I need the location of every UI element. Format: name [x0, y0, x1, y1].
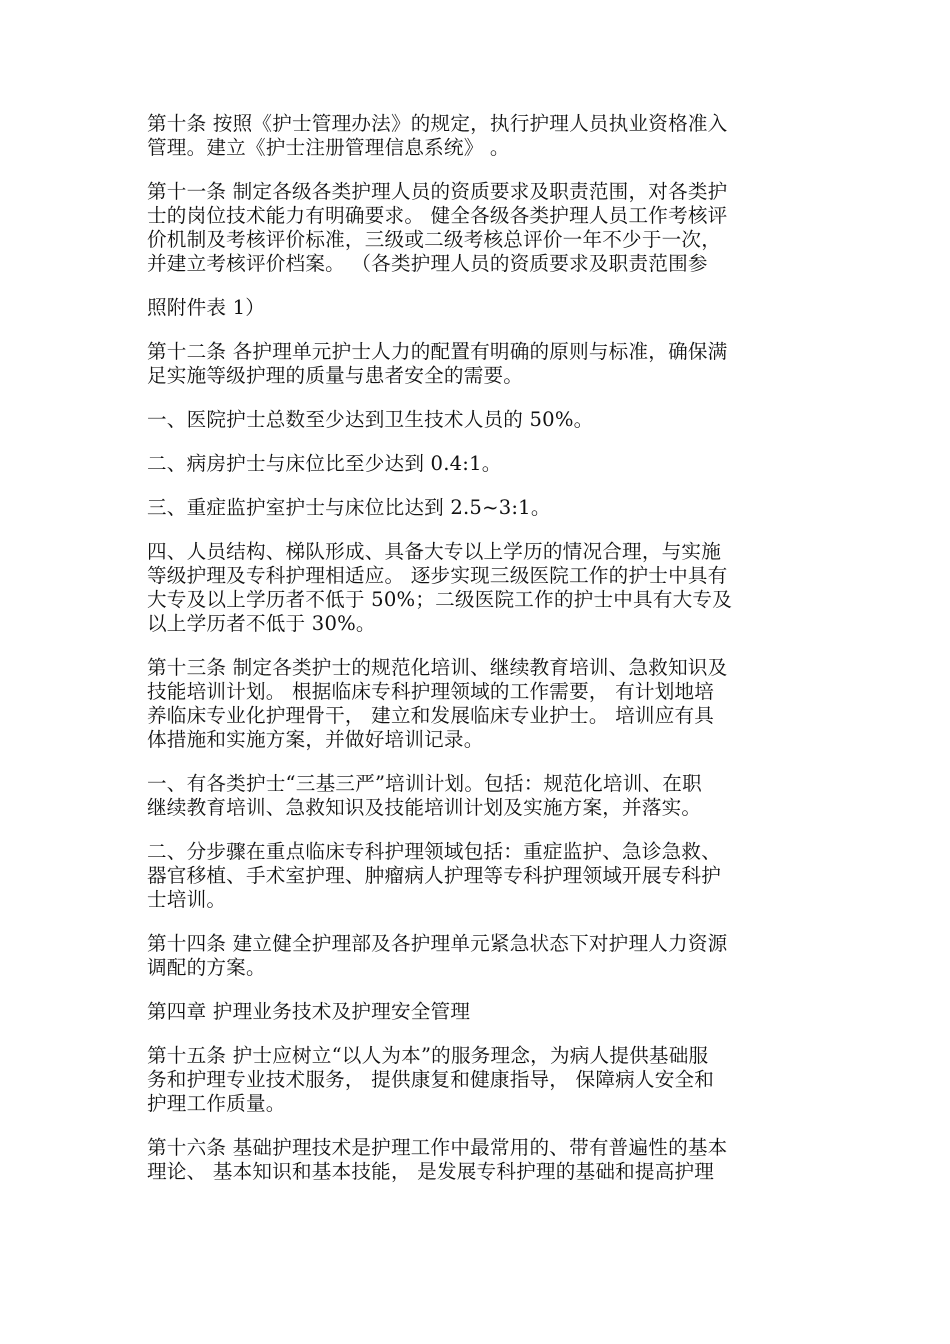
paragraph-article-13: 第十三条 制定各类护士的规范化培训、继续教育培训、急救知识及 技能培训计划。 根据临床专科护理领域的工作需要， 有计划地培 养临床专业化护理骨干， 建立和发展临床专业护士。 培训应有具 体措施和实施方案，并做好培训记录。 [147, 656, 728, 751]
paragraph-article-14: 第十四条 建立健全护理部及各护理单元紧急状态下对护理人力资源 调配的方案。 [147, 932, 728, 979]
paragraph-article-10: 第十条 按照《护士管理办法》的规定，执行护理人员执业资格准入 管理。建立《护士注册管理信息系统》 。 [147, 112, 728, 159]
paragraph-article-12-item-3: 三、重症监护室护士与床位比达到 2.5~3:1。 [147, 496, 551, 519]
paragraph-article-15: 第十五条 护士应树立“以人为本”的服务理念，为病人提供基础服 务和护理专业技术服务， 提供康复和健康指导， 保障病人安全和 护理工作质量。 [147, 1044, 715, 1115]
paragraph-article-12: 第十二条 各护理单元护士人力的配置有明确的原则与标准，确保满 足实施等级护理的质量与患者安全的需要。 [147, 340, 728, 387]
paragraph-article-12-item-2: 二、病房护士与床位比至少达到 0.4:1。 [147, 452, 502, 475]
paragraph-article-12-item-1: 一、医院护士总数至少达到卫生技术人员的 50%。 [147, 408, 594, 431]
paragraph-article-11: 第十一条 制定各级各类护理人员的资质要求及职责范围，对各类护 士的岗位技术能力有明确要求。 健全各级各类护理人员工作考核评 价机制及考核评价标准，三级或二级考核总评价一年不少于一次， 并建立考核评价档案。 （各类护理人员的资质要求及职责范围参 [147, 180, 728, 275]
paragraph-article-13-item-1: 一、有各类护士“三基三严”培训计划。包括：规范化培训、在职 继续教育培训、急救知识及技能培训计划及实施方案，并落实。 [147, 772, 702, 819]
paragraph-article-16: 第十六条 基础护理技术是护理工作中最常用的、带有普遍性的基本 理论、 基本知识和基本技能， 是发展专科护理的基础和提高护理 [147, 1136, 728, 1183]
paragraph-article-13-item-2: 二、分步骤在重点临床专科护理领域包括：重症监护、急诊急救、 器官移植、手术室护理、肿瘤病人护理等专科护理领域开展专科护 士培训。 [147, 840, 722, 911]
chapter-heading-4: 第四章 护理业务技术及护理安全管理 [147, 1000, 471, 1023]
paragraph-article-11-appendix: 照附件表 1） [147, 296, 266, 319]
document-body [147, 112, 815, 1204]
paragraph-article-12-item-4: 四、人员结构、梯队形成、具备大专以上学历的情况合理，与实施 等级护理及专科护理相适应。 逐步实现三级医院工作的护士中具有 大专及以上学历者不低于 50%；二级医院工作的护士中具有大专及 以上学历者不低于 30%。 [147, 540, 733, 635]
